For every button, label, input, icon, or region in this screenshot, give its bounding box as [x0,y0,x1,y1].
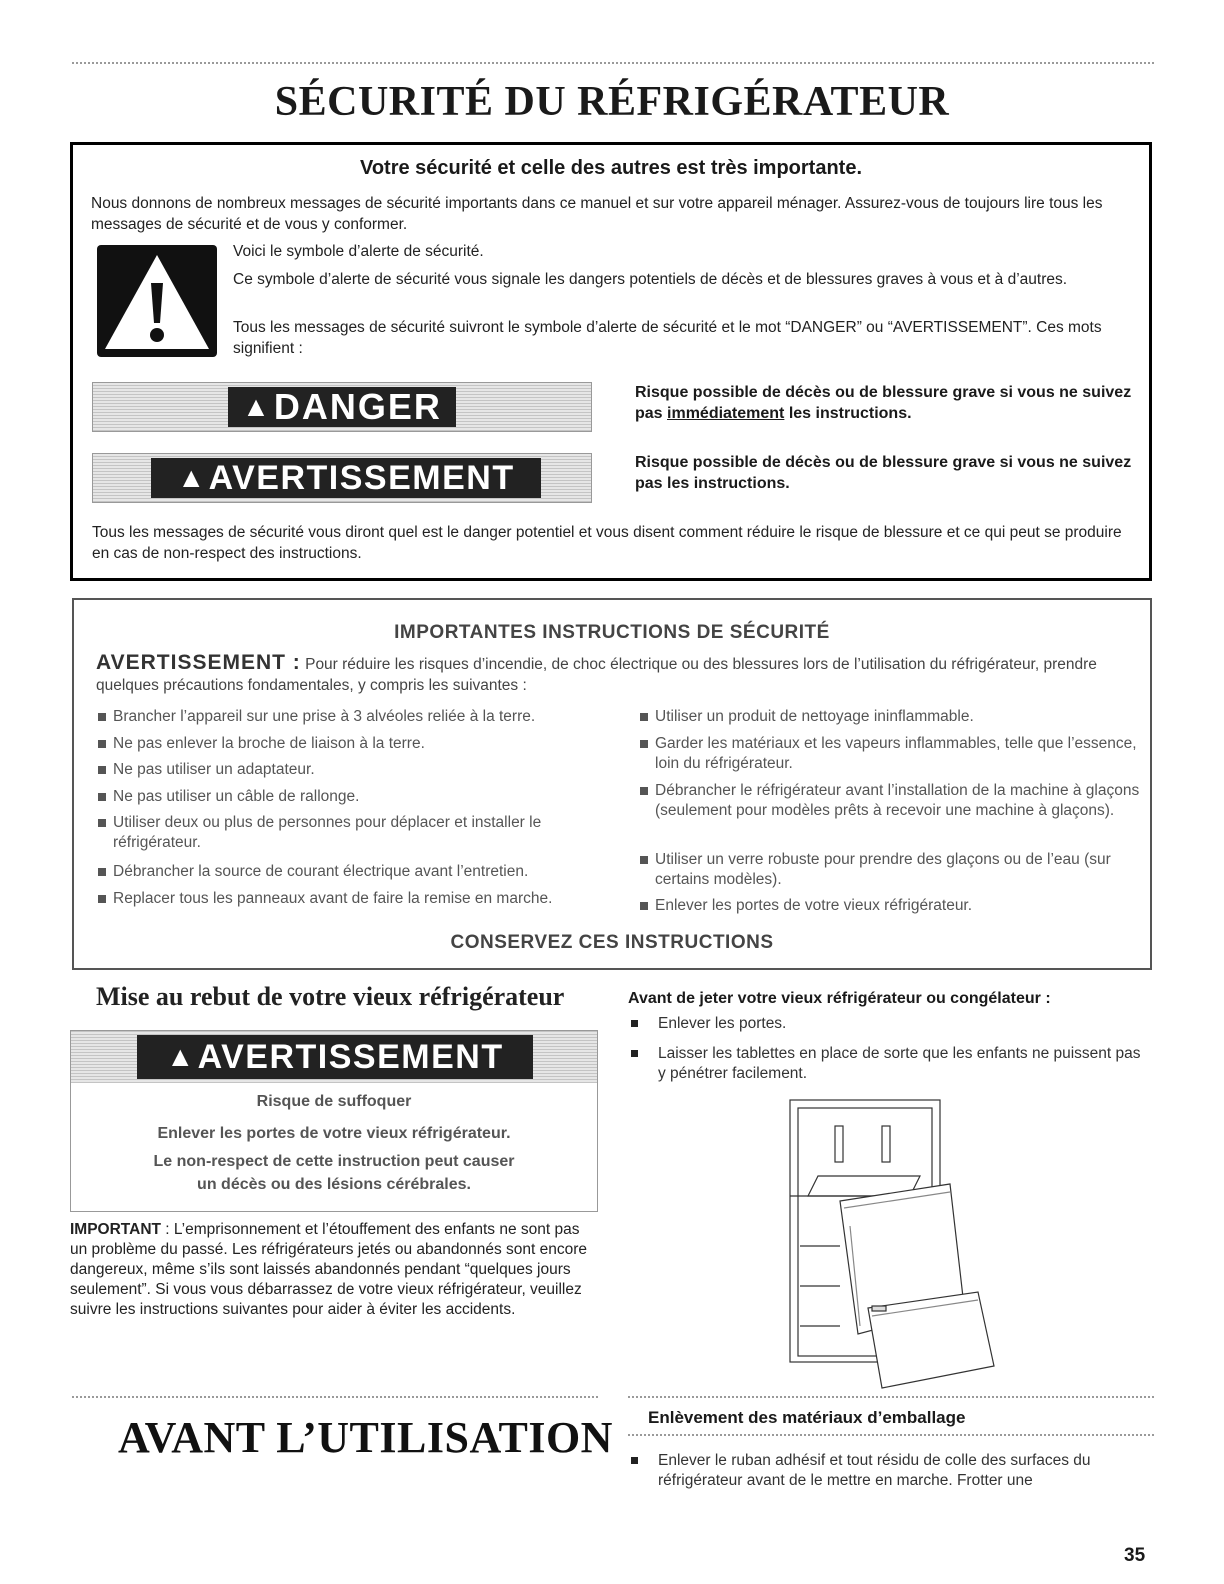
warning-description: Risque possible de décès ou de blessure grave si vous ne suivez pas les instructions. [635,454,1132,492]
packaging-title: Enlèvement des matériaux d’emballage [648,1408,966,1427]
safety-alert-icon [97,245,217,357]
disposal-warning-banner [71,1031,597,1083]
packaging-underline [628,1434,1154,1436]
warning-label: ▲ AVERTISSEMENT [151,458,541,498]
list-item: Débrancher le réfrigérateur avant l’installation de la machine à glaçons (seulement pour modèles prêts à recevoir une machine à glaçons). [638,781,1148,821]
warning-label: ▲ AVERTISSEMENT [137,1035,533,1079]
list-item: Laisser les tablettes en place de sorte que les enfants ne puissent pas y pénétrer facilement. [628,1044,1148,1084]
list-item: Brancher l’appareil sur une prise à 3 alvéoles reliée à la terre. [96,707,616,727]
instructions-footer: CONSERVEZ CES INSTRUCTIONS [450,932,774,953]
safety-box [70,142,1152,581]
warning-triangle-icon: ▲ [166,1041,196,1072]
symbol-line-1: Voici le symbole d’alerte de sécurité. [233,243,484,260]
list-item: Utiliser un produit de nettoyage ininflammable. [638,707,1138,727]
instructions-warning: AVERTISSEMENT : Pour réduire les risques d’incendie, de choc électrique ou des blessures lors de l’utilisation du réfrigérateur, prendre quelques précautions fondamentales, y compris les suivantes : [96,651,1097,694]
page-title: SÉCURITÉ DU RÉFRIGÉRATEUR [274,79,950,125]
consequence-line-1: Le non-respect de cette instruction peut causer [153,1153,515,1170]
section-divider-left [72,1396,598,1398]
danger-description: Risque possible de décès ou de blessure grave si vous ne suivez pas immédiatement les instructions. [635,384,1132,422]
danger-label: ▲ DANGER [228,387,456,427]
warning-triangle-icon: ▲ [242,391,272,422]
list-item: Utiliser un verre robuste pour prendre des glaçons ou de l’eau (sur certains modèles). [638,850,1128,890]
list-item: Garder les matériaux et les vapeurs inflammables, telle que l’essence, loin du réfrigérateur. [638,734,1138,774]
list-item: Replacer tous les panneaux avant de faire la remise en marche. [96,889,576,909]
list-item: Enlever le ruban adhésif et tout résidu de colle des surfaces du réfrigérateur avant de le mettre en marche. Frotter une [628,1451,1148,1491]
list-item: Enlever les portes de votre vieux réfrigérateur. [638,896,1138,916]
safety-heading: Votre sécurité et celle des autres est très importante. [359,157,863,179]
fridge-doors-removed-illustration [780,1096,1020,1396]
disposal-warning-box [70,1030,598,1212]
before-discard-title: Avant de jeter votre vieux réfrigérateur ou congélateur : [628,990,1051,1007]
before-use-title: AVANT L’UTILISATION [118,1413,613,1462]
list-item: Ne pas utiliser un câble de rallonge. [96,787,616,807]
list-item: Ne pas utiliser un adaptateur. [96,760,616,780]
danger-banner [92,382,592,432]
instructions-heading: IMPORTANTES INSTRUCTIONS DE SÉCURITÉ [394,622,830,643]
consequence-line-2: un décès ou des lésions cérébrales. [197,1176,471,1193]
remove-doors-line: Enlever les portes de votre vieux réfrigérateur. [157,1125,511,1142]
symbol-line-3: Tous les messages de sécurité suivront le symbole d’alerte de sécurité et le mot “DANGER” ou “AVERTISSEMENT”. Ces mots signifient : [233,319,1102,357]
page-number: 35 [1124,1545,1146,1566]
warning-triangle-icon: ▲ [177,462,207,493]
list-item: Débrancher la source de courant électrique avant l’entretien. [96,862,636,882]
section-divider-right [628,1396,1154,1398]
list-item: Utiliser deux ou plus de personnes pour déplacer et installer le réfrigérateur. [96,813,606,853]
symbol-line-2: Ce symbole d’alerte de sécurité vous signale les dangers potentiels de décès et de blessures graves à vous et à d’autres. [233,271,1068,288]
top-divider [72,62,1154,64]
warning-banner [92,453,592,503]
list-item: Enlever les portes. [628,1014,1148,1034]
safety-instructions-box [72,598,1152,970]
safety-footer: Tous les messages de sécurité vous diront quel est le danger potentiel et vous disent comment réduire le risque de blessure et ce qui peut se produire en cas de non-respect des instructions. [92,524,1122,562]
safety-intro: Nous donnons de nombreux messages de sécurité importants dans ce manuel et sur votre appareil ménager. Assurez-vous de toujours lire tous les messages de sécurité et de vous y conformer. [91,195,1103,233]
list-item: Ne pas enlever la broche de liaison à la terre. [96,734,616,754]
suffocation-risk: Risque de suffoquer [256,1093,412,1110]
important-paragraph: IMPORTANT : L’emprisonnement et l’étouffement des enfants ne sont pas un problème du passé. Les réfrigérateurs jetés ou abandonnés sont encore dangereux, même s’ils sont laissés abandonnés pendant “quelques jours seulement”. Si vous vous débarrassez de votre vieux réfrigérateur, veuillez suivre les instructions suivantes pour aider à éviter les accidents. [70,1221,588,1318]
disposal-title: Mise au rebut de votre vieux réfrigérateur [96,982,565,1011]
